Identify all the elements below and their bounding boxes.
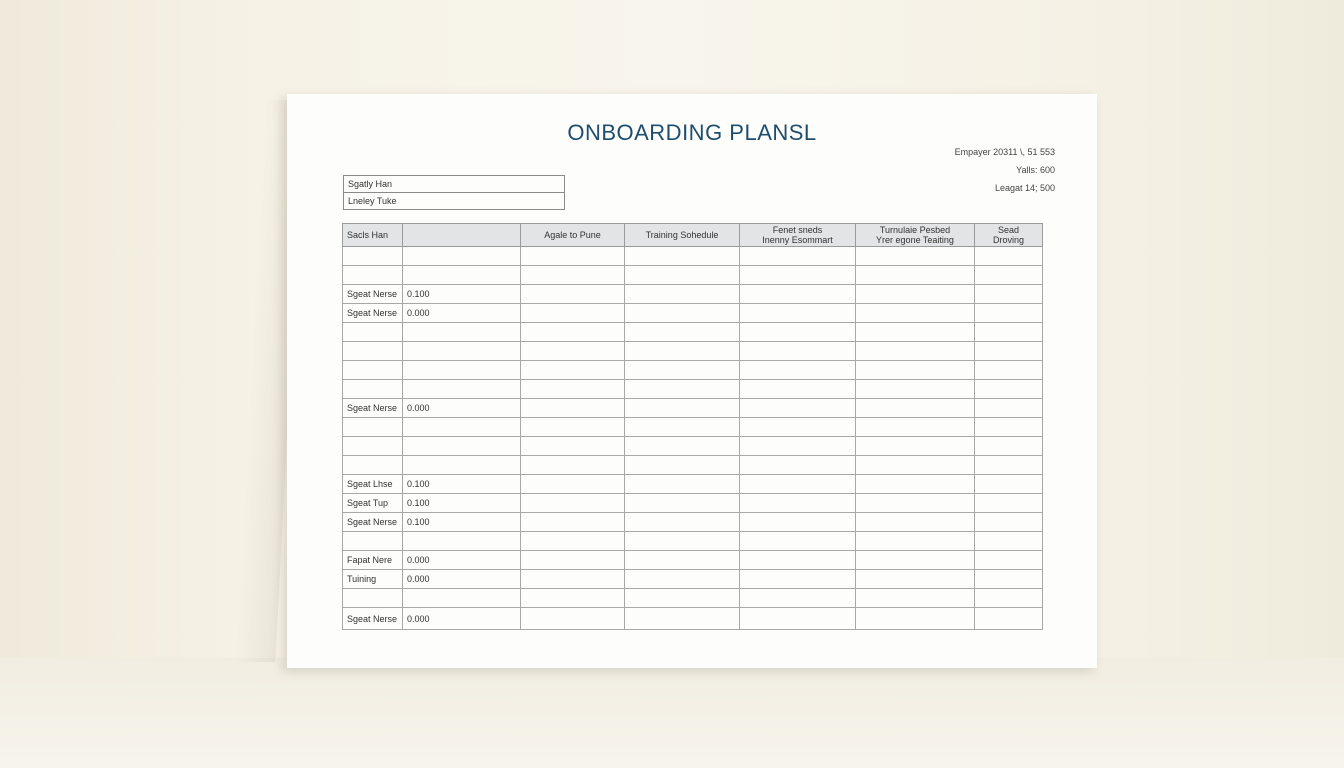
empty-cell (740, 247, 856, 266)
row-value-cell (403, 418, 521, 437)
row-name-cell: Sgeat Nerse (343, 285, 403, 304)
meta-employee-line: Empayer 20311 \, 51 553 (954, 147, 1055, 157)
onboarding-table (342, 223, 1043, 630)
empty-cell (975, 342, 1043, 361)
empty-cell (856, 551, 975, 570)
header-cell (740, 224, 856, 247)
table-row (343, 399, 1043, 418)
empty-cell (740, 418, 856, 437)
empty-cell (856, 285, 975, 304)
header-cell: Training Sohedule (625, 224, 740, 247)
empty-cell (975, 551, 1043, 570)
row-name-cell: Tuining (343, 570, 403, 589)
table-row (343, 475, 1043, 494)
empty-cell (740, 304, 856, 323)
table-row (343, 418, 1043, 437)
table-header-row (343, 224, 1043, 247)
header-text: Fenet sneds (772, 225, 823, 235)
empty-cell (625, 361, 740, 380)
row-name-cell (343, 361, 403, 380)
empty-cell (975, 361, 1043, 380)
document-title: ONBOARDING PLANSL (567, 120, 817, 145)
empty-cell (521, 380, 625, 399)
empty-cell (740, 589, 856, 608)
row-value-cell (403, 266, 521, 285)
empty-cell (740, 266, 856, 285)
empty-cell (740, 437, 856, 456)
empty-cell (625, 323, 740, 342)
empty-cell (856, 494, 975, 513)
table-row (343, 532, 1043, 551)
empty-cell (521, 323, 625, 342)
empty-cell (856, 589, 975, 608)
empty-cell (975, 266, 1043, 285)
empty-cell (521, 570, 625, 589)
table-row (343, 551, 1043, 570)
empty-cell (975, 475, 1043, 494)
row-name-cell (343, 247, 403, 266)
row-name-cell (343, 589, 403, 608)
onboarding-plan-sheet (287, 94, 1097, 668)
row-value-cell: 0.000 (403, 304, 521, 323)
info-box-row: Lneley Tuke (348, 196, 397, 206)
row-name-cell (343, 266, 403, 285)
row-name-cell: Fapat Nere (343, 551, 403, 570)
empty-cell (625, 285, 740, 304)
empty-cell (521, 266, 625, 285)
table-row (343, 285, 1043, 304)
empty-cell (740, 323, 856, 342)
info-box-row: Sgatly Han (344, 176, 564, 193)
row-value-cell (403, 437, 521, 456)
empty-cell (625, 304, 740, 323)
header-cell (975, 224, 1043, 247)
row-value-cell (403, 323, 521, 342)
empty-cell (975, 247, 1043, 266)
empty-cell (521, 551, 625, 570)
row-value-cell: 0.000 (403, 608, 521, 630)
empty-cell (625, 380, 740, 399)
empty-cell (625, 399, 740, 418)
empty-cell (856, 608, 975, 630)
empty-cell (740, 285, 856, 304)
header-text: Droving (992, 235, 1024, 245)
empty-cell (740, 570, 856, 589)
row-name-cell: Sgeat Lhse (343, 475, 403, 494)
empty-cell (625, 247, 740, 266)
empty-cell (975, 418, 1043, 437)
row-value-cell (403, 342, 521, 361)
empty-cell (856, 342, 975, 361)
row-name-cell (343, 437, 403, 456)
empty-cell (856, 456, 975, 475)
empty-cell (521, 475, 625, 494)
floor-surface (0, 658, 1344, 768)
empty-cell (521, 418, 625, 437)
row-value-cell (403, 247, 521, 266)
empty-cell (521, 494, 625, 513)
empty-cell (625, 418, 740, 437)
empty-cell (975, 494, 1043, 513)
empty-cell (975, 513, 1043, 532)
row-name-cell: Sgeat Nerse (343, 399, 403, 418)
row-value-cell: 0.000 (403, 570, 521, 589)
empty-cell (521, 285, 625, 304)
empty-cell (521, 608, 625, 630)
table-row (343, 513, 1043, 532)
empty-cell (975, 399, 1043, 418)
empty-cell (521, 513, 625, 532)
empty-cell (740, 551, 856, 570)
empty-cell (740, 608, 856, 630)
empty-cell (740, 475, 856, 494)
empty-cell (740, 456, 856, 475)
empty-cell (521, 589, 625, 608)
table-row (343, 456, 1043, 475)
empty-cell (740, 399, 856, 418)
empty-cell (856, 513, 975, 532)
empty-cell (856, 266, 975, 285)
row-value-cell (403, 589, 521, 608)
header-cell: Sacls Han (343, 224, 403, 247)
row-name-cell: Sgeat Nerse (343, 513, 403, 532)
table-row (343, 380, 1043, 399)
empty-cell (975, 437, 1043, 456)
empty-cell (740, 532, 856, 551)
empty-cell (975, 570, 1043, 589)
header-text: Sead (997, 225, 1020, 235)
empty-cell (740, 361, 856, 380)
empty-cell (625, 570, 740, 589)
header-cell (403, 224, 521, 247)
empty-cell (856, 323, 975, 342)
table-row (343, 608, 1043, 630)
row-name-cell: Sgeat Nerse (343, 304, 403, 323)
empty-cell (975, 285, 1043, 304)
empty-cell (740, 380, 856, 399)
header-cell (856, 224, 975, 247)
table-row (343, 304, 1043, 323)
header-text: Inenny Esommart (762, 235, 833, 245)
empty-cell (521, 437, 625, 456)
empty-cell (625, 608, 740, 630)
table-row (343, 361, 1043, 380)
empty-cell (856, 304, 975, 323)
empty-cell (975, 380, 1043, 399)
empty-cell (856, 475, 975, 494)
empty-cell (975, 304, 1043, 323)
row-value-cell: 0.100 (403, 494, 521, 513)
empty-cell (625, 532, 740, 551)
row-name-cell (343, 342, 403, 361)
row-name-cell: Sgeat Nerse (343, 608, 403, 630)
empty-cell (625, 342, 740, 361)
table-row (343, 570, 1043, 589)
header-text: Turnulaie Pesbed (879, 225, 951, 235)
empty-cell (856, 361, 975, 380)
row-value-cell (403, 456, 521, 475)
row-value-cell (403, 380, 521, 399)
empty-cell (625, 494, 740, 513)
meta-leagat-line: Leagat 14; 500 (994, 183, 1055, 193)
empty-cell (625, 266, 740, 285)
empty-cell (856, 247, 975, 266)
row-name-cell (343, 323, 403, 342)
table-row (343, 266, 1043, 285)
row-value-cell: 0.000 (403, 399, 521, 418)
empty-cell (625, 551, 740, 570)
row-value-cell (403, 361, 521, 380)
row-value-cell: 0.000 (403, 551, 521, 570)
empty-cell (521, 361, 625, 380)
header-cell: Agale to Pune (521, 224, 625, 247)
empty-cell (856, 399, 975, 418)
empty-cell (740, 342, 856, 361)
row-name-cell (343, 380, 403, 399)
row-name-cell (343, 532, 403, 551)
table-row (343, 323, 1043, 342)
table-row (343, 247, 1043, 266)
table-row (343, 589, 1043, 608)
row-value-cell: 0.100 (403, 285, 521, 304)
empty-cell (975, 532, 1043, 551)
row-value-cell (403, 532, 521, 551)
empty-cell (521, 456, 625, 475)
empty-cell (625, 475, 740, 494)
empty-cell (521, 304, 625, 323)
row-value-cell: 0.100 (403, 513, 521, 532)
empty-cell (521, 247, 625, 266)
empty-cell (975, 608, 1043, 630)
empty-cell (625, 513, 740, 532)
empty-cell (740, 513, 856, 532)
info-box (343, 175, 565, 210)
empty-cell (975, 323, 1043, 342)
empty-cell (625, 589, 740, 608)
table-row (343, 494, 1043, 513)
empty-cell (975, 456, 1043, 475)
empty-cell (856, 380, 975, 399)
row-value-cell: 0.100 (403, 475, 521, 494)
empty-cell (856, 418, 975, 437)
empty-cell (856, 437, 975, 456)
empty-cell (521, 532, 625, 551)
header-text: Yrer egone Teaiting (876, 235, 954, 245)
empty-cell (856, 570, 975, 589)
empty-cell (521, 399, 625, 418)
row-name-cell (343, 456, 403, 475)
table-row (343, 342, 1043, 361)
empty-cell (740, 494, 856, 513)
empty-cell (975, 589, 1043, 608)
empty-cell (521, 342, 625, 361)
empty-cell (625, 456, 740, 475)
meta-yalls-line: Yalls: 600 (1016, 165, 1055, 175)
row-name-cell (343, 418, 403, 437)
row-name-cell: Sgeat Tup (343, 494, 403, 513)
table-row (343, 437, 1043, 456)
empty-cell (856, 532, 975, 551)
empty-cell (625, 437, 740, 456)
